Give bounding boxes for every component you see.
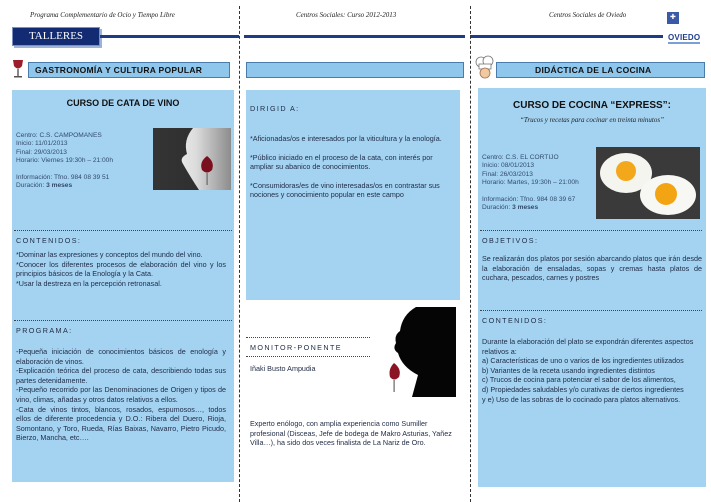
monitor-label: MONITOR-PONENTE xyxy=(250,343,342,352)
cooking-contenido-item: Durante la elaboración del plato se expondrán diferentes aspectos relativos a: xyxy=(482,337,694,356)
monitor-bio: Experto enólogo, con amplia experiencia como Sumiller profesional (Disceas, Jefe de bodega de Makro Asturias, Yañez Villa…), ha sido dos veces finalista de La Nariz de Oro. xyxy=(250,419,452,448)
wine-contenidos-label: CONTENIDOS: xyxy=(16,236,82,245)
cooking-course-subtitle: “Trucos y recetas para cocinar en treinta minutos” xyxy=(520,116,664,124)
dirigido-item: *Aficionadas/os e interesados por la viticultura y la enología. xyxy=(250,134,442,143)
cooking-duration xyxy=(482,204,602,212)
wine-informacion: Información: Tfno. 984 08 39 51 xyxy=(16,173,110,181)
cooking-course-info xyxy=(482,154,602,212)
monitor-dotted-top xyxy=(246,337,370,338)
wine-final: Final: 29/03/2013 xyxy=(16,148,67,156)
chef-icon xyxy=(474,55,496,81)
cooking-inicio: Inicio: 08/01/2013 xyxy=(482,162,535,170)
cooking-centro: Centro: C.S. EL CORTIJO xyxy=(482,154,559,161)
gastronomia-title: GASTRONOMÍA Y CULTURA POPULAR xyxy=(35,65,203,75)
wine-contenido-item: *Conocer los diferentes procesos de elaboración del vino y los principios básicos de la Enología y la Cata. xyxy=(16,259,226,279)
header-centros: Centros Sociales de Oviedo xyxy=(549,11,627,19)
sommelier-silhouette-photo xyxy=(372,307,456,397)
wine-dotted-divider-2 xyxy=(14,320,232,321)
dirigido-panel xyxy=(246,90,460,300)
cooking-duration-label: Duración: xyxy=(482,204,511,212)
header-rule-left xyxy=(100,35,239,38)
cooking-spacer xyxy=(482,188,602,196)
wine-contenido-item: *Usar la destreza en la percepción retronasal. xyxy=(16,278,162,288)
dirigido-label: DIRIGID A: xyxy=(250,104,300,113)
monitor-name: Iñaki Busto Ampudia xyxy=(250,364,316,373)
wine-programa-item: -Pequeño recorrido por las Denominaciones de Origen y tipos de vino, climas, añadas y otros datos relativos a ellos. xyxy=(16,385,226,404)
header-rule-center xyxy=(244,35,465,38)
cooking-final: Final: 26/03/2013 xyxy=(482,170,533,178)
cooking-course-title: CURSO DE COCINA “EXPRESS”: xyxy=(513,100,671,111)
header-program: Programa Complementario de Ocio y Tiempo Libre xyxy=(30,11,175,19)
column-divider-2 xyxy=(470,6,471,502)
fried-eggs-photo xyxy=(596,147,700,219)
cooking-contenido-item: c) Trucos de cocina para potenciar el sabor de los alimentos, xyxy=(482,375,676,385)
wine-contenidos-list xyxy=(16,250,226,288)
wine-duration-value: 3 meses xyxy=(46,182,73,190)
cooking-contenido-item: y e) Uso de las sobras de lo cocinado para platos alternativos. xyxy=(482,394,681,404)
wine-horario: Horario: Viernes 19:30h – 21:00h xyxy=(16,157,114,165)
wine-course-info xyxy=(16,132,156,190)
wine-spacer xyxy=(16,166,156,174)
wine-programa-item: -Explicación teórica del proceso de cata, describiendo todas sus partes detenidamente. xyxy=(16,366,226,385)
cooking-horario: Horario: Martes, 19:30h – 21:00h xyxy=(482,179,579,187)
oviedo-logo: OVIEDO xyxy=(668,33,701,42)
cooking-dotted-divider-1 xyxy=(480,230,702,231)
wine-tasting-photo xyxy=(153,128,231,190)
header-rule-right xyxy=(470,35,663,38)
wine-dotted-divider-1 xyxy=(14,230,232,231)
talleres-tab: TALLERES xyxy=(12,27,100,46)
wine-course-panel xyxy=(12,90,234,482)
wine-duration-label: Duración: xyxy=(16,182,45,190)
wine-inicio: Inicio: 11/01/2013 xyxy=(16,140,68,148)
objetivos-text: Se realizarán dos platos por sesión abarcando platos que irán desde la elaboración de ensaladas, sopas y cremas hasta platos de cuchara, pescados, carnes y postres xyxy=(482,254,702,283)
column2-band xyxy=(246,62,464,78)
wine-centro: Centro: C.S. CAMPOMANES xyxy=(16,132,102,139)
wine-glass-icon xyxy=(8,58,28,80)
wine-contenido-item: *Dominar las expresiones y conceptos del mundo del vino. xyxy=(16,250,203,259)
dirigido-item: *Público iniciado en el proceso de la cata, con interés por ampliar su abanico de conocimientos. xyxy=(250,152,433,172)
cooking-contenidos-list xyxy=(482,337,702,404)
gastronomia-band xyxy=(28,62,230,78)
monitor-dotted-bottom xyxy=(246,356,370,357)
didactica-title: DIDÁCTICA DE LA COCINA xyxy=(535,65,652,75)
wine-programa-list xyxy=(16,347,226,443)
cooking-dotted-divider-2 xyxy=(480,310,702,311)
didactica-band xyxy=(496,62,705,78)
wine-programa-item: -Cata de vinos tintos, blancos, rosados, espumosos…, todos ellos de diferente procedencia y D.O.: Ribera del Duero, Rioja, Somontano, y Toro, Rueda, Rías Baixas, Navarro, Pietro Picudo, Bierzo, Mancha, etc…. xyxy=(16,404,226,443)
wine-duration xyxy=(16,182,156,190)
dirigido-list xyxy=(250,134,456,200)
dirigido-item: *Consumidoras/es de vino interesadas/os en contrastar sus nociones y conocimiento popular en este campo xyxy=(250,180,440,200)
cooking-contenido-item: d) Propiedades saludables y/o curativas de ciertos ingredientes xyxy=(482,384,684,394)
cooking-informacion: Información: Tfno. 984 08 39 67 xyxy=(482,195,576,203)
cooking-duration-value: 3 meses xyxy=(512,204,539,212)
wine-course-title: CURSO DE CATA DE VINO xyxy=(66,98,180,108)
monitor-panel xyxy=(246,300,460,490)
header-course-year: Centros Sociales: Curso 2012-2013 xyxy=(296,11,397,19)
wine-programa-item: -Pequeña iniciación de conocimientos básicos de enología y elaboración de vinos. xyxy=(16,347,226,366)
cooking-contenido-item: b) Variantes de la receta usando ingredientes distintos xyxy=(482,365,655,375)
wine-programa-label: PROGRAMA: xyxy=(16,326,73,335)
cooking-contenidos-label: CONTENIDOS: xyxy=(482,316,548,325)
cooking-contenido-item: a) Características de uno o varios de los ingredientes utilizados xyxy=(482,356,684,366)
objetivos-label: OBJETIVOS: xyxy=(482,236,539,245)
column-divider-1 xyxy=(239,6,240,502)
oviedo-crest-icon: ✚ xyxy=(667,12,679,24)
logo-underline xyxy=(668,42,700,44)
